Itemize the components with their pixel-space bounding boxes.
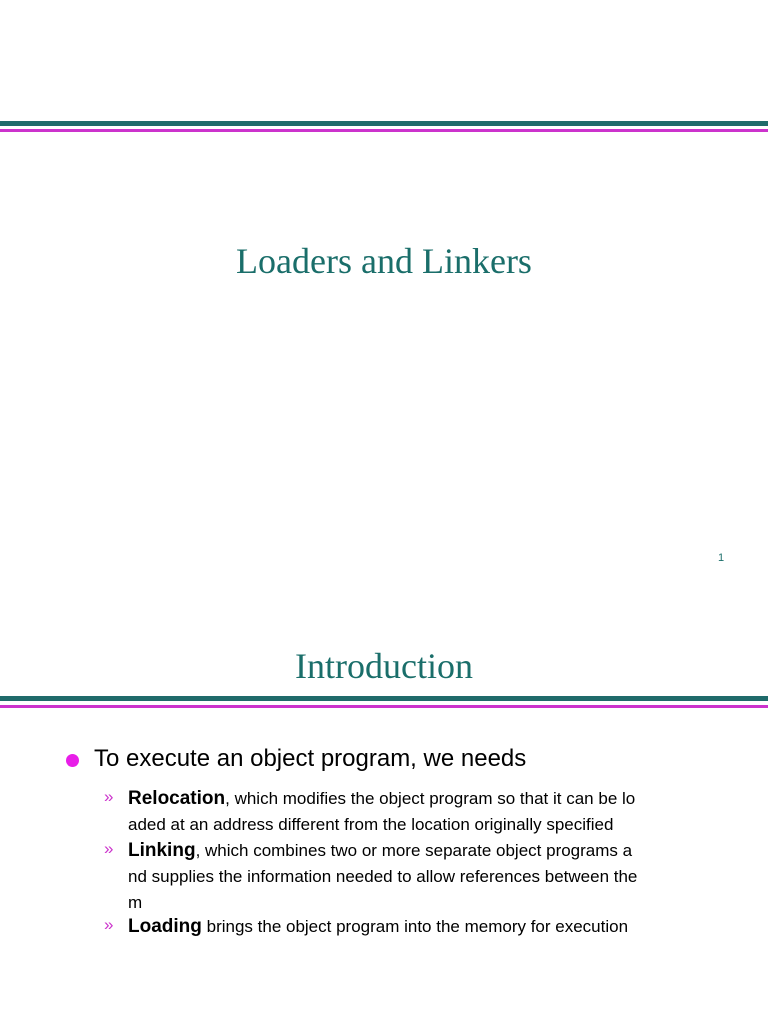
sub-item-text: aded at an address different from the location originally specified	[128, 815, 614, 834]
slide-title: Loaders and Linkers	[236, 241, 532, 281]
bullet-text: To execute an object program, we needs	[94, 745, 527, 772]
chevron-icon: »	[104, 787, 114, 806]
top-magenta-rule	[0, 705, 768, 708]
term-linking: Linking	[128, 840, 196, 861]
sub-item-text: , which combines two or more separate object programs a	[195, 841, 633, 860]
chevron-icon: »	[104, 915, 114, 934]
sub-item-relocation	[104, 786, 714, 838]
sub-item-loading	[104, 914, 714, 940]
sub-item-text: brings the object program into the memory for execution	[201, 917, 629, 936]
page-number: 1	[718, 552, 725, 564]
term-loading: Loading	[128, 916, 202, 937]
top-teal-rule	[0, 121, 768, 126]
slide-2	[0, 590, 768, 1024]
sub-item-text: nd supplies the information needed to allow references between the	[128, 867, 638, 886]
top-magenta-rule	[0, 129, 768, 132]
top-teal-rule	[0, 696, 768, 701]
term-relocation: Relocation	[128, 788, 226, 809]
sub-item-text: m	[128, 893, 143, 912]
sub-item-text: , which modifies the object program so that it can be lo	[225, 789, 636, 808]
slide-title: Introduction	[295, 646, 473, 686]
chevron-icon: »	[104, 839, 114, 858]
sub-item-linking	[104, 838, 714, 916]
bullet-dot-icon	[66, 754, 79, 767]
